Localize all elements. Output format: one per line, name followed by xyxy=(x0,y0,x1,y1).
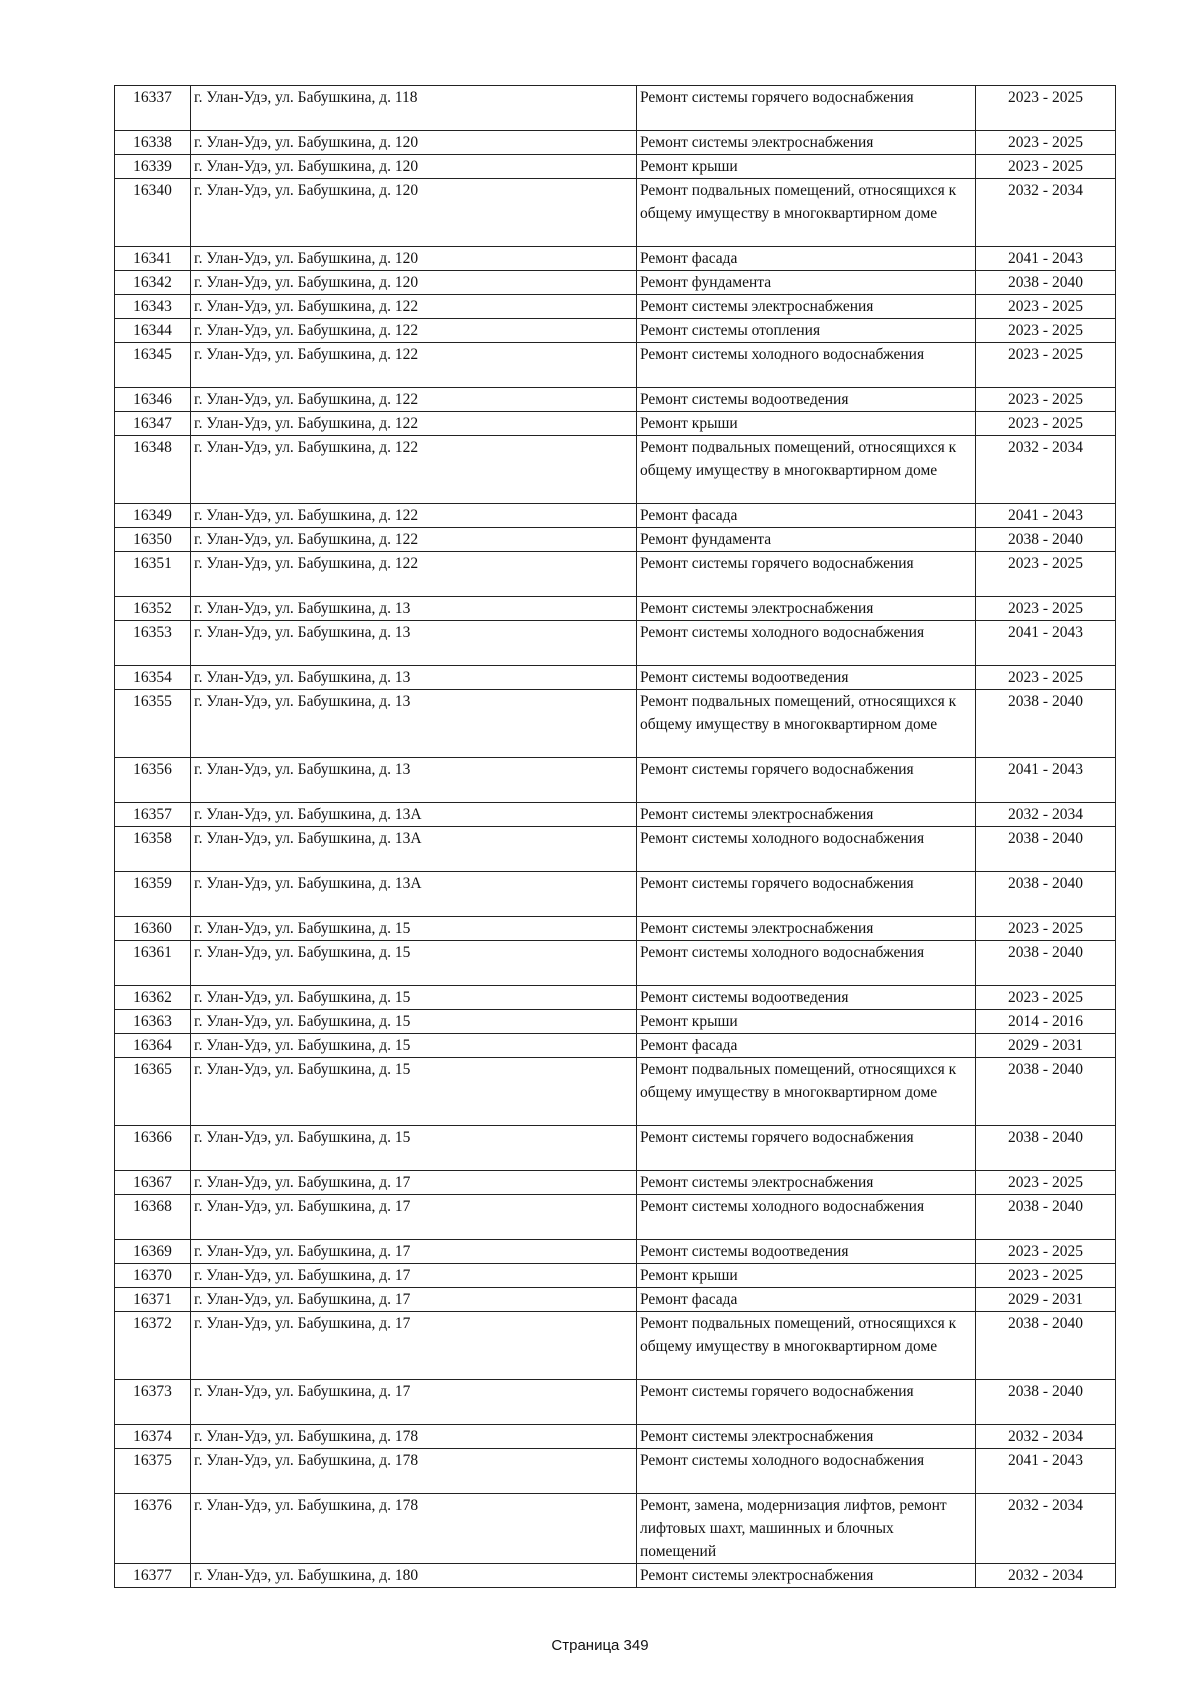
period-cell: 2023 - 2025 xyxy=(976,412,1116,436)
work-type-cell: Ремонт, замена, модернизация лифтов, ремонт лифтовых шахт, машинных и блочных помещений xyxy=(637,1494,976,1564)
row-number: 16376 xyxy=(115,1494,191,1564)
row-number: 16358 xyxy=(115,827,191,872)
table-row xyxy=(115,941,1116,986)
table-row xyxy=(115,412,1116,436)
address-cell: г. Улан-Удэ, ул. Бабушкина, д. 13А xyxy=(191,827,637,872)
table-row xyxy=(115,1010,1116,1034)
address-cell: г. Улан-Удэ, ул. Бабушкина, д. 15 xyxy=(191,1034,637,1058)
row-number: 16345 xyxy=(115,343,191,388)
table-row xyxy=(115,388,1116,412)
table-row xyxy=(115,319,1116,343)
address-cell: г. Улан-Удэ, ул. Бабушкина, д. 17 xyxy=(191,1264,637,1288)
address-cell: г. Улан-Удэ, ул. Бабушкина, д. 180 xyxy=(191,1564,637,1588)
row-number: 16369 xyxy=(115,1240,191,1264)
table-row xyxy=(115,155,1116,179)
table-row xyxy=(115,1564,1116,1588)
row-number: 16338 xyxy=(115,131,191,155)
period-cell: 2038 - 2040 xyxy=(976,1058,1116,1126)
period-cell: 2038 - 2040 xyxy=(976,941,1116,986)
table-row xyxy=(115,1312,1116,1380)
address-cell: г. Улан-Удэ, ул. Бабушкина, д. 122 xyxy=(191,343,637,388)
period-cell: 2038 - 2040 xyxy=(976,1195,1116,1240)
work-type-cell: Ремонт крыши xyxy=(637,1264,976,1288)
period-cell: 2032 - 2034 xyxy=(976,1425,1116,1449)
table-row xyxy=(115,1494,1116,1564)
period-cell: 2038 - 2040 xyxy=(976,528,1116,552)
address-cell: г. Улан-Удэ, ул. Бабушкина, д. 13 xyxy=(191,597,637,621)
work-type-cell: Ремонт системы водоотведения xyxy=(637,1240,976,1264)
work-type-cell: Ремонт фундамента xyxy=(637,528,976,552)
table-row xyxy=(115,1240,1116,1264)
row-number: 16359 xyxy=(115,872,191,917)
period-cell: 2023 - 2025 xyxy=(976,319,1116,343)
period-cell: 2023 - 2025 xyxy=(976,1171,1116,1195)
address-cell: г. Улан-Удэ, ул. Бабушкина, д. 15 xyxy=(191,986,637,1010)
row-number: 16377 xyxy=(115,1564,191,1588)
work-type-cell: Ремонт системы холодного водоснабжения xyxy=(637,1195,976,1240)
period-cell: 2029 - 2031 xyxy=(976,1288,1116,1312)
row-number: 16355 xyxy=(115,690,191,758)
row-number: 16341 xyxy=(115,247,191,271)
address-cell: г. Улан-Удэ, ул. Бабушкина, д. 178 xyxy=(191,1425,637,1449)
work-type-cell: Ремонт системы электроснабжения xyxy=(637,131,976,155)
address-cell: г. Улан-Удэ, ул. Бабушкина, д. 15 xyxy=(191,941,637,986)
work-type-cell: Ремонт системы холодного водоснабжения xyxy=(637,941,976,986)
work-type-cell: Ремонт крыши xyxy=(637,412,976,436)
address-cell: г. Улан-Удэ, ул. Бабушкина, д. 122 xyxy=(191,295,637,319)
period-cell: 2041 - 2043 xyxy=(976,758,1116,803)
row-number: 16340 xyxy=(115,179,191,247)
work-type-cell: Ремонт фасада xyxy=(637,1288,976,1312)
period-cell: 2032 - 2034 xyxy=(976,1564,1116,1588)
row-number: 16353 xyxy=(115,621,191,666)
address-cell: г. Улан-Удэ, ул. Бабушкина, д. 178 xyxy=(191,1494,637,1564)
address-cell: г. Улан-Удэ, ул. Бабушкина, д. 15 xyxy=(191,1126,637,1171)
work-type-cell: Ремонт фасада xyxy=(637,1034,976,1058)
table-row xyxy=(115,271,1116,295)
address-cell: г. Улан-Удэ, ул. Бабушкина, д. 17 xyxy=(191,1171,637,1195)
work-type-cell: Ремонт фасада xyxy=(637,504,976,528)
address-cell: г. Улан-Удэ, ул. Бабушкина, д. 17 xyxy=(191,1240,637,1264)
row-number: 16373 xyxy=(115,1380,191,1425)
row-number: 16347 xyxy=(115,412,191,436)
table-row xyxy=(115,179,1116,247)
period-cell: 2023 - 2025 xyxy=(976,343,1116,388)
table-body xyxy=(115,86,1116,1588)
period-cell: 2023 - 2025 xyxy=(976,1264,1116,1288)
row-number: 16342 xyxy=(115,271,191,295)
row-number: 16372 xyxy=(115,1312,191,1380)
work-type-cell: Ремонт системы холодного водоснабжения xyxy=(637,343,976,388)
address-cell: г. Улан-Удэ, ул. Бабушкина, д. 15 xyxy=(191,1010,637,1034)
address-cell: г. Улан-Удэ, ул. Бабушкина, д. 120 xyxy=(191,155,637,179)
row-number: 16368 xyxy=(115,1195,191,1240)
page-number: Страница 349 xyxy=(551,1637,649,1654)
row-number: 16349 xyxy=(115,504,191,528)
table-row xyxy=(115,295,1116,319)
period-cell: 2041 - 2043 xyxy=(976,504,1116,528)
work-type-cell: Ремонт системы водоотведения xyxy=(637,666,976,690)
table-row xyxy=(115,1425,1116,1449)
address-cell: г. Улан-Удэ, ул. Бабушкина, д. 13 xyxy=(191,666,637,690)
period-cell: 2023 - 2025 xyxy=(976,131,1116,155)
work-type-cell: Ремонт системы водоотведения xyxy=(637,388,976,412)
address-cell: г. Улан-Удэ, ул. Бабушкина, д. 13 xyxy=(191,758,637,803)
row-number: 16374 xyxy=(115,1425,191,1449)
row-number: 16350 xyxy=(115,528,191,552)
period-cell: 2032 - 2034 xyxy=(976,803,1116,827)
row-number: 16370 xyxy=(115,1264,191,1288)
table-row xyxy=(115,343,1116,388)
work-type-cell: Ремонт системы холодного водоснабжения xyxy=(637,621,976,666)
address-cell: г. Улан-Удэ, ул. Бабушкина, д. 15 xyxy=(191,917,637,941)
period-cell: 2032 - 2034 xyxy=(976,1494,1116,1564)
table-row xyxy=(115,1380,1116,1425)
period-cell: 2038 - 2040 xyxy=(976,1126,1116,1171)
table-row xyxy=(115,1034,1116,1058)
table-row xyxy=(115,872,1116,917)
address-cell: г. Улан-Удэ, ул. Бабушкина, д. 13 xyxy=(191,690,637,758)
address-cell: г. Улан-Удэ, ул. Бабушкина, д. 120 xyxy=(191,247,637,271)
row-number: 16354 xyxy=(115,666,191,690)
row-number: 16356 xyxy=(115,758,191,803)
work-type-cell: Ремонт подвальных помещений, относящихся к общему имуществу в многоквартирном доме xyxy=(637,690,976,758)
period-cell: 2032 - 2034 xyxy=(976,179,1116,247)
work-type-cell: Ремонт системы горячего водоснабжения xyxy=(637,1126,976,1171)
table-row xyxy=(115,597,1116,621)
row-number: 16365 xyxy=(115,1058,191,1126)
work-type-cell: Ремонт подвальных помещений, относящихся к общему имуществу в многоквартирном доме xyxy=(637,1058,976,1126)
work-type-cell: Ремонт системы горячего водоснабжения xyxy=(637,86,976,131)
row-number: 16343 xyxy=(115,295,191,319)
row-number: 16360 xyxy=(115,917,191,941)
work-type-cell: Ремонт подвальных помещений, относящихся к общему имуществу в многоквартирном доме xyxy=(637,179,976,247)
address-cell: г. Улан-Удэ, ул. Бабушкина, д. 120 xyxy=(191,179,637,247)
address-cell: г. Улан-Удэ, ул. Бабушкина, д. 15 xyxy=(191,1058,637,1126)
repair-schedule-table xyxy=(114,85,1116,1588)
row-number: 16351 xyxy=(115,552,191,597)
work-type-cell: Ремонт системы горячего водоснабжения xyxy=(637,552,976,597)
work-type-cell: Ремонт системы электроснабжения xyxy=(637,295,976,319)
period-cell: 2023 - 2025 xyxy=(976,666,1116,690)
period-cell: 2023 - 2025 xyxy=(976,155,1116,179)
row-number: 16367 xyxy=(115,1171,191,1195)
address-cell: г. Улан-Удэ, ул. Бабушкина, д. 13А xyxy=(191,803,637,827)
table-row xyxy=(115,917,1116,941)
period-cell: 2023 - 2025 xyxy=(976,1240,1116,1264)
work-type-cell: Ремонт крыши xyxy=(637,1010,976,1034)
address-cell: г. Улан-Удэ, ул. Бабушкина, д. 13А xyxy=(191,872,637,917)
table-row xyxy=(115,1288,1116,1312)
work-type-cell: Ремонт системы электроснабжения xyxy=(637,803,976,827)
table-row xyxy=(115,1058,1116,1126)
work-type-cell: Ремонт системы электроснабжения xyxy=(637,1564,976,1588)
period-cell: 2038 - 2040 xyxy=(976,1312,1116,1380)
work-type-cell: Ремонт системы электроснабжения xyxy=(637,1425,976,1449)
table-row xyxy=(115,1195,1116,1240)
table-row xyxy=(115,552,1116,597)
table-row xyxy=(115,758,1116,803)
address-cell: г. Улан-Удэ, ул. Бабушкина, д. 122 xyxy=(191,552,637,597)
work-type-cell: Ремонт системы электроснабжения xyxy=(637,597,976,621)
period-cell: 2023 - 2025 xyxy=(976,917,1116,941)
row-number: 16371 xyxy=(115,1288,191,1312)
table-row xyxy=(115,504,1116,528)
table-row xyxy=(115,247,1116,271)
address-cell: г. Улан-Удэ, ул. Бабушкина, д. 122 xyxy=(191,319,637,343)
table-row xyxy=(115,690,1116,758)
work-type-cell: Ремонт крыши xyxy=(637,155,976,179)
work-type-cell: Ремонт системы горячего водоснабжения xyxy=(637,1380,976,1425)
address-cell: г. Улан-Удэ, ул. Бабушкина, д. 122 xyxy=(191,412,637,436)
address-cell: г. Улан-Удэ, ул. Бабушкина, д. 118 xyxy=(191,86,637,131)
row-number: 16348 xyxy=(115,436,191,504)
work-type-cell: Ремонт системы электроснабжения xyxy=(637,1171,976,1195)
address-cell: г. Улан-Удэ, ул. Бабушкина, д. 122 xyxy=(191,528,637,552)
address-cell: г. Улан-Удэ, ул. Бабушкина, д. 17 xyxy=(191,1380,637,1425)
row-number: 16361 xyxy=(115,941,191,986)
period-cell: 2014 - 2016 xyxy=(976,1010,1116,1034)
period-cell: 2038 - 2040 xyxy=(976,827,1116,872)
row-number: 16366 xyxy=(115,1126,191,1171)
period-cell: 2041 - 2043 xyxy=(976,247,1116,271)
address-cell: г. Улан-Удэ, ул. Бабушкина, д. 17 xyxy=(191,1312,637,1380)
address-cell: г. Улан-Удэ, ул. Бабушкина, д. 120 xyxy=(191,271,637,295)
address-cell: г. Улан-Удэ, ул. Бабушкина, д. 122 xyxy=(191,388,637,412)
table-row xyxy=(115,827,1116,872)
period-cell: 2041 - 2043 xyxy=(976,621,1116,666)
row-number: 16375 xyxy=(115,1449,191,1494)
period-cell: 2038 - 2040 xyxy=(976,690,1116,758)
work-type-cell: Ремонт системы водоотведения xyxy=(637,986,976,1010)
address-cell: г. Улан-Удэ, ул. Бабушкина, д. 120 xyxy=(191,131,637,155)
work-type-cell: Ремонт системы горячего водоснабжения xyxy=(637,872,976,917)
row-number: 16364 xyxy=(115,1034,191,1058)
period-cell: 2032 - 2034 xyxy=(976,436,1116,504)
work-type-cell: Ремонт подвальных помещений, относящихся к общему имуществу в многоквартирном доме xyxy=(637,1312,976,1380)
table-row xyxy=(115,131,1116,155)
period-cell: 2041 - 2043 xyxy=(976,1449,1116,1494)
work-type-cell: Ремонт фасада xyxy=(637,247,976,271)
period-cell: 2023 - 2025 xyxy=(976,295,1116,319)
table-row xyxy=(115,528,1116,552)
row-number: 16357 xyxy=(115,803,191,827)
table-row xyxy=(115,803,1116,827)
row-number: 16344 xyxy=(115,319,191,343)
period-cell: 2023 - 2025 xyxy=(976,597,1116,621)
table-row xyxy=(115,986,1116,1010)
work-type-cell: Ремонт фундамента xyxy=(637,271,976,295)
row-number: 16352 xyxy=(115,597,191,621)
work-type-cell: Ремонт системы горячего водоснабжения xyxy=(637,758,976,803)
period-cell: 2038 - 2040 xyxy=(976,271,1116,295)
address-cell: г. Улан-Удэ, ул. Бабушкина, д. 122 xyxy=(191,436,637,504)
work-type-cell: Ремонт системы отопления xyxy=(637,319,976,343)
row-number: 16362 xyxy=(115,986,191,1010)
table-row xyxy=(115,666,1116,690)
work-type-cell: Ремонт подвальных помещений, относящихся к общему имуществу в многоквартирном доме xyxy=(637,436,976,504)
address-cell: г. Улан-Удэ, ул. Бабушкина, д. 17 xyxy=(191,1195,637,1240)
table-row xyxy=(115,1264,1116,1288)
table-row xyxy=(115,1449,1116,1494)
period-cell: 2023 - 2025 xyxy=(976,552,1116,597)
period-cell: 2029 - 2031 xyxy=(976,1034,1116,1058)
address-cell: г. Улан-Удэ, ул. Бабушкина, д. 17 xyxy=(191,1288,637,1312)
address-cell: г. Улан-Удэ, ул. Бабушкина, д. 13 xyxy=(191,621,637,666)
row-number: 16339 xyxy=(115,155,191,179)
period-cell: 2023 - 2025 xyxy=(976,388,1116,412)
period-cell: 2023 - 2025 xyxy=(976,86,1116,131)
address-cell: г. Улан-Удэ, ул. Бабушкина, д. 178 xyxy=(191,1449,637,1494)
table-row xyxy=(115,436,1116,504)
address-cell: г. Улан-Удэ, ул. Бабушкина, д. 122 xyxy=(191,504,637,528)
period-cell: 2023 - 2025 xyxy=(976,986,1116,1010)
period-cell: 2038 - 2040 xyxy=(976,1380,1116,1425)
table-row xyxy=(115,621,1116,666)
work-type-cell: Ремонт системы электроснабжения xyxy=(637,917,976,941)
table-row xyxy=(115,1171,1116,1195)
table-row xyxy=(115,86,1116,131)
period-cell: 2038 - 2040 xyxy=(976,872,1116,917)
work-type-cell: Ремонт системы холодного водоснабжения xyxy=(637,827,976,872)
row-number: 16337 xyxy=(115,86,191,131)
row-number: 16363 xyxy=(115,1010,191,1034)
row-number: 16346 xyxy=(115,388,191,412)
work-type-cell: Ремонт системы холодного водоснабжения xyxy=(637,1449,976,1494)
table-row xyxy=(115,1126,1116,1171)
